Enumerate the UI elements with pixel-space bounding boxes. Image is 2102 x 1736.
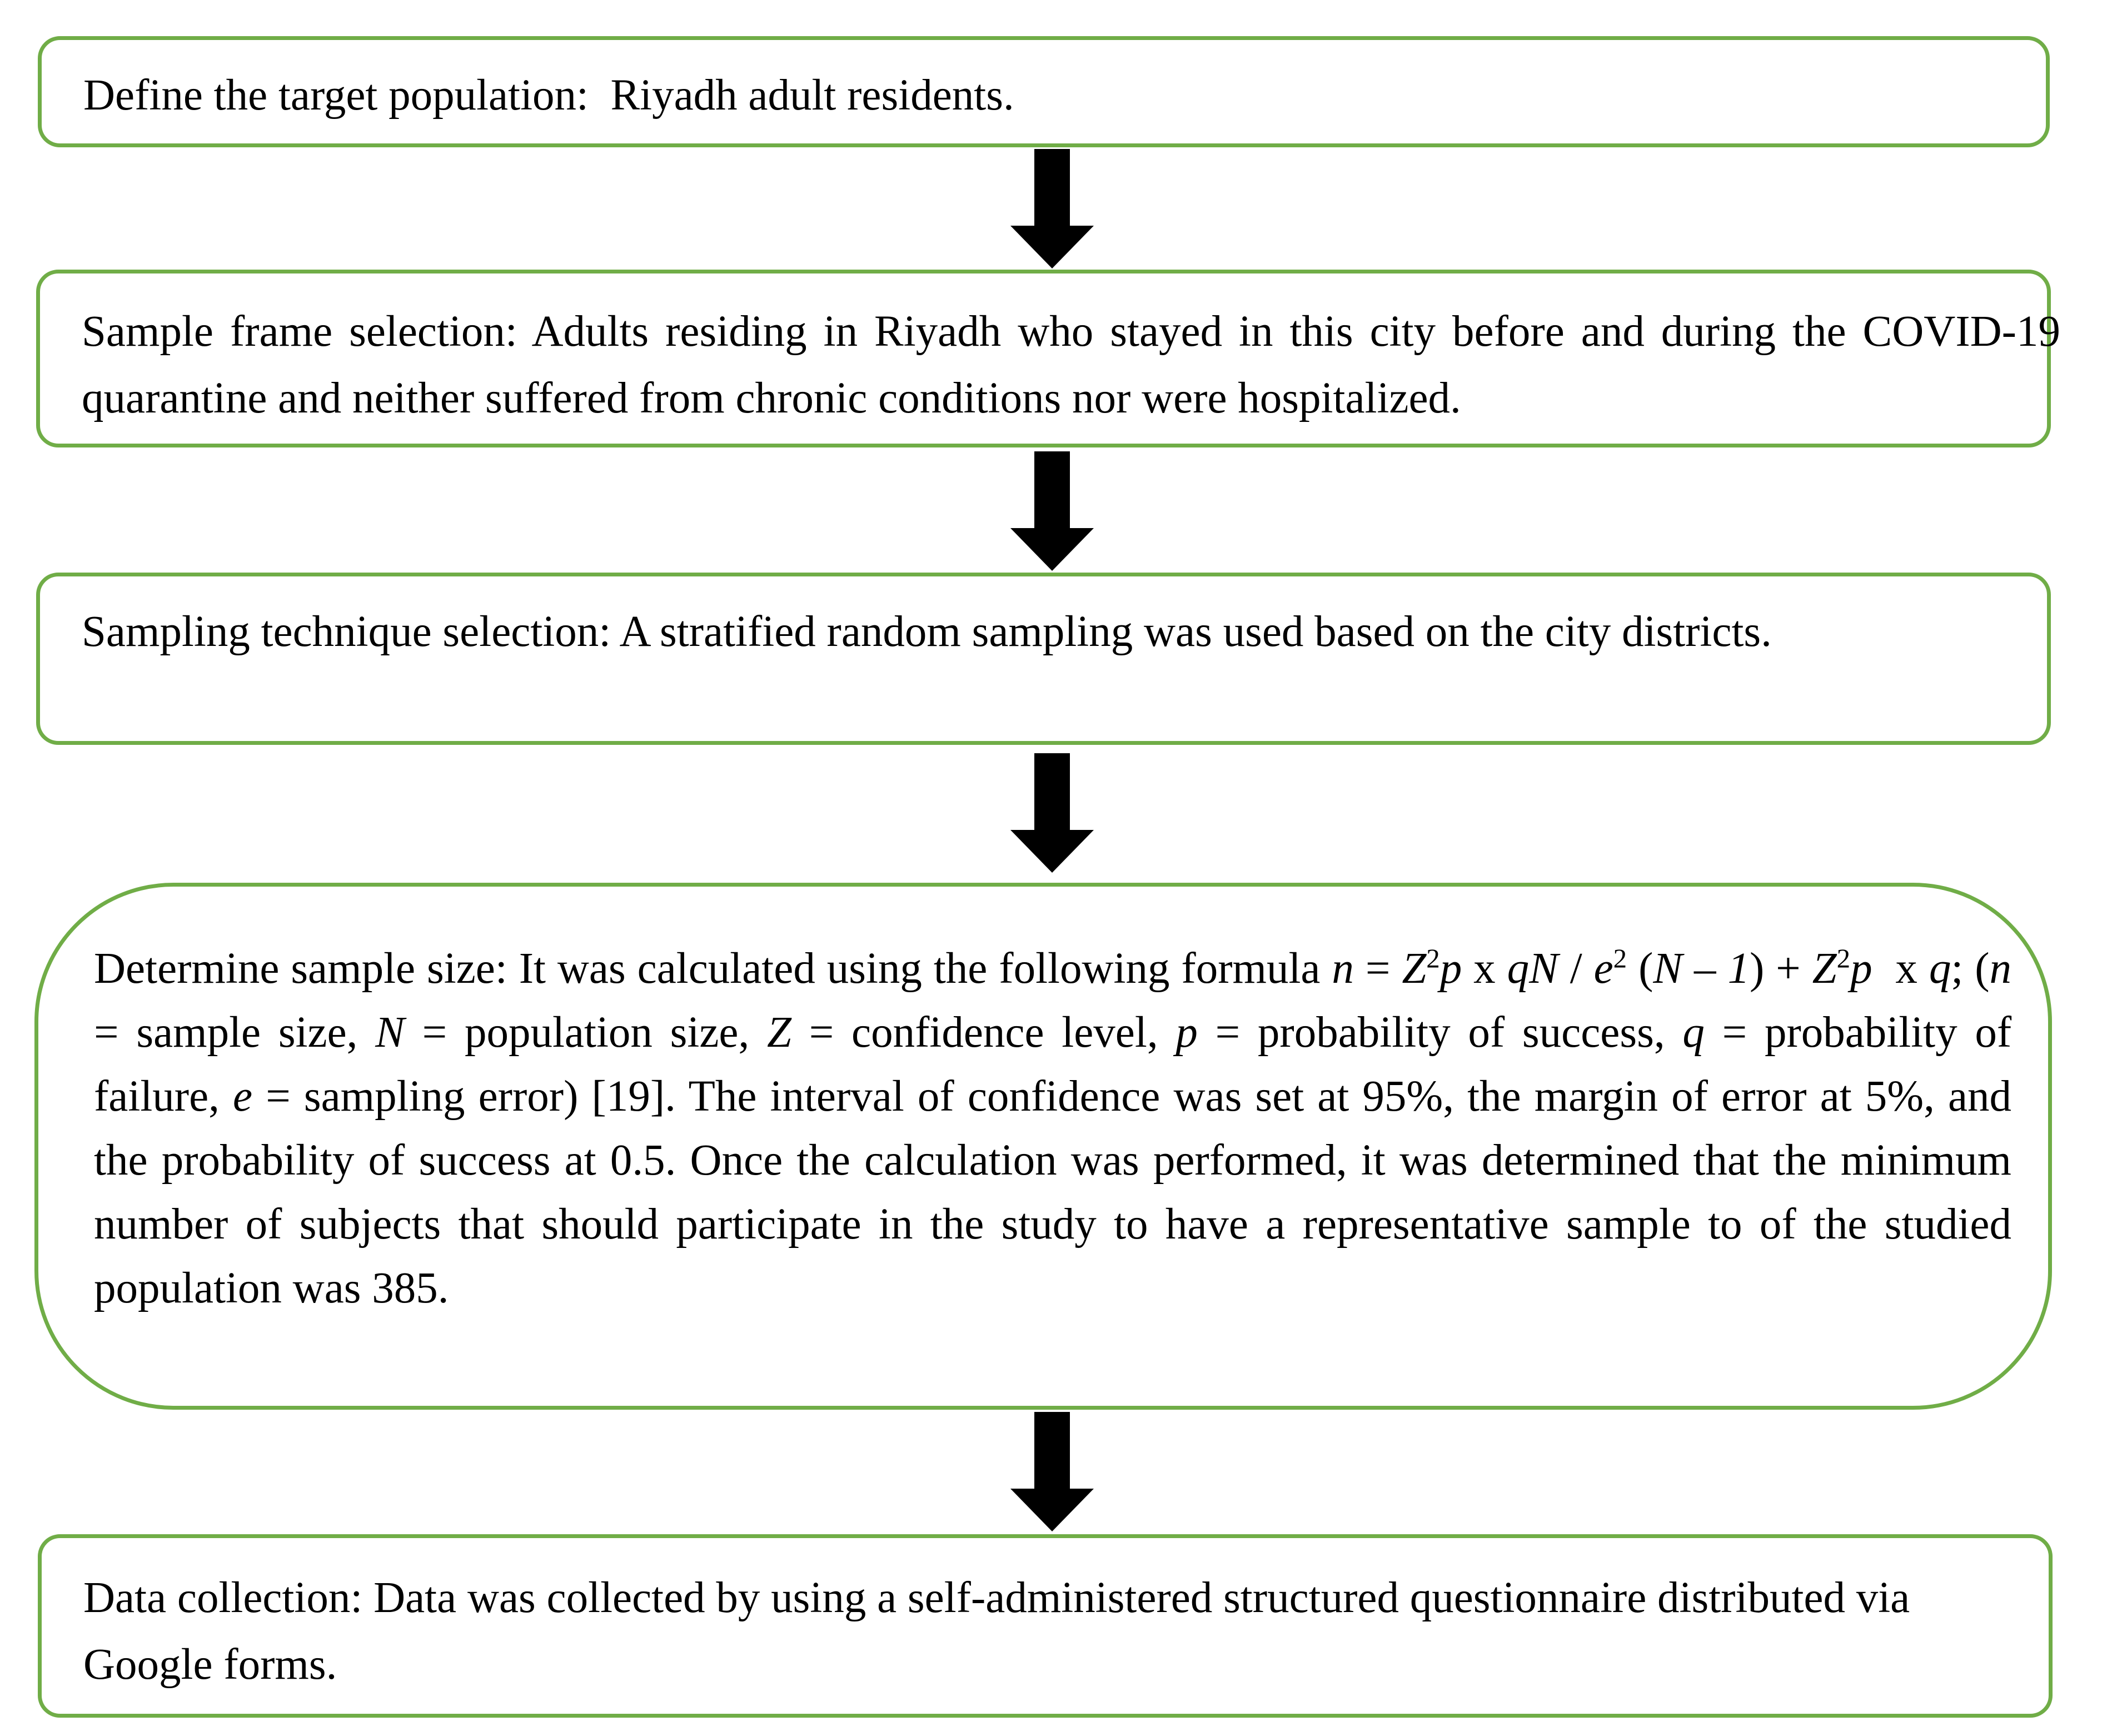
down-arrow-icon bbox=[1010, 451, 1094, 571]
step-sample-frame-text: Sample frame selection: Adults residing in Riyadh who stayed in this city before and during the COVID-19 quarantine and neither suffered from chronic conditions nor were hospitalized. bbox=[82, 307, 2060, 422]
down-arrow-icon bbox=[1010, 149, 1094, 268]
step-sampling-technique-text: Sampling technique selection: A stratified random sampling was used based on the city districts. bbox=[82, 608, 1772, 656]
sample-size-intro: Determine sample size: It was calculated using the following formula bbox=[94, 944, 1332, 993]
down-arrow-icon bbox=[1010, 1412, 1094, 1531]
step-data-collection-box bbox=[38, 1534, 2053, 1718]
step-sample-frame-box bbox=[36, 270, 2060, 447]
step-sample-size-box bbox=[34, 883, 2052, 1410]
step-data-collection-text: Data collection: Data was collected by using a self-administered structured questionnaire distributed via Google forms. bbox=[83, 1574, 1910, 1689]
step-target-population-text: Define the target population: Riyadh adult residents. bbox=[83, 71, 1014, 120]
step-sampling-technique-box bbox=[36, 573, 2051, 745]
step-sample-size-text: Determine sample size: It was calculated using the following formula $n = Z^2p$ x qN / $e^2$ $(N - 1) + Z^2p$ x q; (n = sample size, N = population size, Z = confidence level, p = probability of success, q = probability of failure, e = sampling error) [19]. The interval of confidence was set at 95%, the margin of error at 5%, and the probability of success at 0.5. Once the calculation was performed, it was determined that the minimum number of subjects that should participate in the study to have a representative sample to of the studied population was 385. bbox=[94, 943, 2012, 1312]
down-arrow-icon bbox=[1010, 753, 1094, 873]
sample-size-closing: The interval of confidence was set at 95%, the margin of error at 5%, and the probability of success at 0.5. Once the calculation was performed, it was determined that the minimum number of subjects that should participate in the study to have a representative sample to of the studied population was 385. bbox=[94, 1072, 2012, 1312]
step-target-population-box bbox=[38, 36, 2050, 147]
sample-size-reference: [19] bbox=[591, 1072, 665, 1121]
